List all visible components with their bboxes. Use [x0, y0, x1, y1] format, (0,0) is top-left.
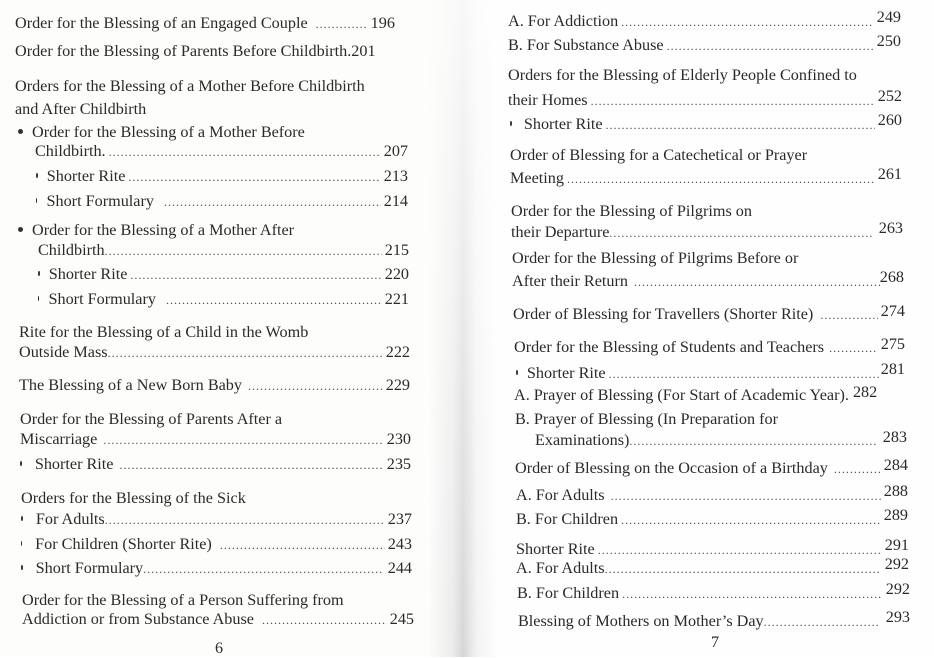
leader-dots [634, 273, 880, 292]
entry-page: 263 [878, 219, 903, 237]
toc-heading [21, 489, 421, 508]
leader-dots [105, 511, 384, 530]
leader-dots [609, 224, 872, 243]
leader-dots [220, 536, 385, 555]
entry-title: Order for the Blessing of an Engaged Couple [15, 14, 308, 32]
entry-title: Order for the Blessing of Students and Teachers [514, 338, 825, 356]
entry-page: 196 [370, 14, 395, 32]
entry-title: A. For Addiction [508, 12, 619, 30]
toc-entry[interactable] [19, 376, 410, 396]
toc-entry[interactable] [35, 142, 408, 162]
entry-title: B. For Children [516, 510, 619, 528]
toc-entry[interactable] [508, 32, 901, 56]
entry-page: 275 [880, 335, 905, 353]
entry-title: Short Formulary [46, 192, 154, 210]
toc-entry[interactable] [516, 482, 908, 506]
entry-page: 221 [384, 290, 409, 308]
leader-dots [629, 432, 876, 451]
entry-page: 283 [882, 428, 907, 446]
entry-page: 252 [877, 87, 902, 105]
entry-title: Order of Blessing for Travellers (Shorter Rite) [513, 305, 814, 323]
leader-dots [248, 377, 383, 396]
leader-dots [108, 344, 382, 363]
toc-entry[interactable] [514, 335, 905, 358]
leader-dots [105, 242, 382, 261]
bullet-icon [36, 173, 38, 178]
leader-dots [622, 585, 883, 604]
toc-entry[interactable] [515, 456, 908, 479]
entry-page: 268 [879, 268, 904, 286]
entry-title: Shorter Rite [526, 364, 606, 382]
entry-title: Shorter Rite [523, 115, 603, 133]
leader-dots [166, 291, 382, 310]
entry-page: 244 [387, 559, 412, 577]
entry-title: Childbirth [38, 241, 105, 259]
entry-title: Shorter Rite [516, 540, 595, 558]
bullet-icon [38, 296, 39, 301]
toc-heading [508, 66, 928, 85]
toc-entry[interactable] [36, 167, 408, 187]
entry-title: Outside Mass [19, 343, 108, 361]
entry-page: 260 [877, 111, 902, 129]
entry-page: 230 [386, 430, 411, 448]
entry-title: Miscarriage [20, 430, 98, 448]
entry-title: Short Formulary [35, 559, 144, 577]
entry-title: Orders for the Blessing of Elderly People Confined to [508, 66, 857, 84]
leader-dots [591, 92, 875, 111]
entry-title: After their Return [512, 272, 628, 290]
entry-title: Order for the Blessing of Pilgrims on [511, 202, 752, 220]
entry-title: A. For Adults [516, 559, 605, 577]
entry-title: Order of Blessing on the Occasion of a Birthday [515, 459, 828, 477]
entry-title: The Blessing of a New Born Baby [19, 376, 242, 394]
toc-entry[interactable] [516, 360, 905, 384]
entry-title: B. For Substance Abuse [508, 36, 664, 54]
entry-page: 243 [387, 535, 412, 553]
leader-dots [262, 611, 387, 630]
toc-entry[interactable] [22, 610, 414, 630]
entry-title: Shorter Rite [34, 455, 114, 473]
toc-entry[interactable] [38, 290, 409, 310]
entry-title: Shorter Rite [46, 167, 126, 185]
toc-entry[interactable] [513, 302, 905, 325]
toc-entry[interactable] [517, 580, 910, 604]
entry-title: Childbirth. [35, 142, 106, 160]
entry-title: For Children (Shorter Rite) [35, 535, 212, 553]
leader-dots [829, 339, 878, 358]
leader-dots [611, 487, 881, 506]
toc-entry[interactable] [21, 510, 412, 530]
bullet-icon [38, 271, 40, 276]
entry-page: 281 [880, 360, 905, 378]
entry-page: 222 [385, 343, 410, 361]
entry-page: 292 [884, 555, 909, 573]
entry-title: Meeting [510, 169, 564, 187]
entry-title: and After Childbirth [15, 100, 147, 118]
page-number: 7 [711, 634, 719, 651]
leader-dots [621, 511, 881, 530]
toc-subheading [18, 123, 418, 142]
leader-dots [621, 13, 874, 32]
toc-heading [22, 591, 422, 610]
leader-dots [606, 116, 875, 135]
toc-heading [512, 249, 912, 268]
toc-entry[interactable] [15, 14, 407, 34]
entry-page: 237 [387, 510, 412, 528]
leader-dots [609, 365, 881, 384]
leader-dots [598, 541, 882, 560]
entry-title: For Adults [35, 510, 105, 528]
entry-title: Order for the Blessing of a Mother Before [32, 123, 305, 141]
toc-entry[interactable] [518, 608, 910, 632]
bullet-icon [516, 370, 518, 375]
entry-page: 229 [385, 376, 410, 394]
entry-title: Short Formulary [48, 290, 156, 308]
toc-entry[interactable] [511, 219, 903, 243]
entry-page: 284 [883, 456, 908, 474]
entry-page: 261 [877, 165, 902, 183]
entry-title: Order for the Blessing of Parents Before Childbirth. [15, 42, 352, 60]
toc-heading [19, 323, 419, 342]
entry-page: 274 [880, 302, 905, 320]
entry-title: A. Prayer of Blessing (For Start of Academic Year). [514, 386, 849, 404]
leader-dots [130, 266, 381, 285]
entry-title: Blessing of Mothers on Mother’s Day [518, 612, 764, 630]
bullet-icon [18, 129, 23, 134]
entry-title: Order for the Blessing of Parents After a [20, 410, 283, 428]
toc-subheading [18, 221, 418, 240]
entry-title: A. For Adults [516, 486, 605, 504]
bullet-icon [21, 516, 23, 521]
entry-page: 207 [383, 142, 408, 160]
bullet-icon [21, 565, 23, 570]
toc-entry[interactable] [508, 87, 902, 111]
entry-page: 220 [384, 265, 409, 283]
entry-title: Orders for the Blessing of a Mother Before Childbirth [15, 77, 365, 95]
toc-heading [15, 77, 415, 96]
bullet-icon [20, 461, 22, 466]
toc-entry[interactable] [516, 506, 908, 530]
toc-entry[interactable] [21, 535, 412, 555]
entry-page: 289 [883, 506, 908, 524]
toc-entry[interactable] [516, 536, 909, 560]
toc-entry[interactable] [512, 268, 904, 292]
toc-entry[interactable] [15, 42, 407, 61]
entry-title: Order for the Blessing of Pilgrims Before or [512, 249, 799, 267]
toc-entry[interactable] [21, 559, 412, 579]
entry-title: Order of Blessing for a Catechetical or Prayer [510, 146, 808, 164]
leader-dots [128, 168, 380, 187]
toc-entry[interactable] [514, 383, 905, 405]
entry-page: 245 [389, 610, 414, 628]
toc-entry[interactable] [535, 428, 907, 451]
entry-title: Orders for the Blessing of the Sick [21, 489, 246, 507]
entry-page: 235 [386, 455, 411, 473]
entry-title: Order for the Blessing of a Mother After [32, 221, 295, 239]
toc-heading [15, 100, 415, 119]
entry-title: B. For Children [517, 584, 620, 602]
leader-dots [820, 306, 877, 325]
leader-dots [316, 15, 368, 34]
toc-heading [510, 146, 910, 165]
entry-title: Rite for the Blessing of a Child in the Womb [19, 323, 309, 341]
toc-entry[interactable] [510, 111, 902, 135]
entry-title: Order for the Blessing of a Person Suffering from [22, 591, 344, 609]
toc-heading [515, 410, 915, 429]
toc-entry[interactable] [36, 192, 408, 212]
entry-page: 250 [876, 32, 901, 50]
bullet-icon [510, 121, 512, 126]
toc-entry[interactable] [510, 165, 902, 189]
toc-entry[interactable] [38, 241, 409, 261]
entry-page: 291 [884, 536, 909, 554]
leader-dots [120, 456, 384, 475]
entry-title: their Departure [511, 223, 610, 241]
entry-page: 201 [351, 42, 376, 60]
toc-entry[interactable] [19, 343, 410, 363]
toc-entry[interactable] [38, 265, 409, 285]
leader-dots [667, 37, 874, 56]
leader-dots [143, 560, 384, 579]
entry-page: 292 [885, 580, 910, 598]
entry-page: 214 [383, 192, 408, 210]
toc-entry[interactable] [508, 8, 901, 32]
leader-dots [567, 170, 875, 189]
leader-dots [605, 560, 881, 579]
book-gutter-shadow [428, 0, 498, 657]
entry-page: 213 [383, 167, 408, 185]
bullet-icon [18, 227, 23, 232]
leader-dots [764, 613, 880, 632]
entry-page: 249 [876, 8, 901, 26]
leader-dots [834, 460, 881, 479]
entry-page: 282 [852, 383, 878, 401]
entry-title: Addiction or from Substance Abuse [22, 610, 254, 628]
entry-title: their Homes [508, 91, 588, 109]
leader-dots [109, 143, 381, 162]
toc-entry[interactable] [516, 555, 909, 579]
entry-page: 215 [384, 241, 409, 259]
entry-title: B. Prayer of Blessing (In Preparation for [515, 410, 778, 428]
entry-page: 288 [883, 482, 908, 500]
bullet-icon [36, 198, 37, 203]
toc-heading [511, 202, 911, 221]
entry-page: 293 [885, 608, 910, 626]
toc-entry[interactable] [20, 455, 411, 475]
entry-title: Shorter Rite [48, 265, 128, 283]
leader-dots [164, 193, 381, 212]
bullet-icon [21, 541, 22, 546]
toc-entry[interactable] [20, 430, 411, 450]
page-number: 6 [215, 640, 223, 657]
leader-dots [103, 431, 383, 450]
toc-heading [20, 410, 420, 429]
entry-title: Examinations) [535, 431, 630, 449]
